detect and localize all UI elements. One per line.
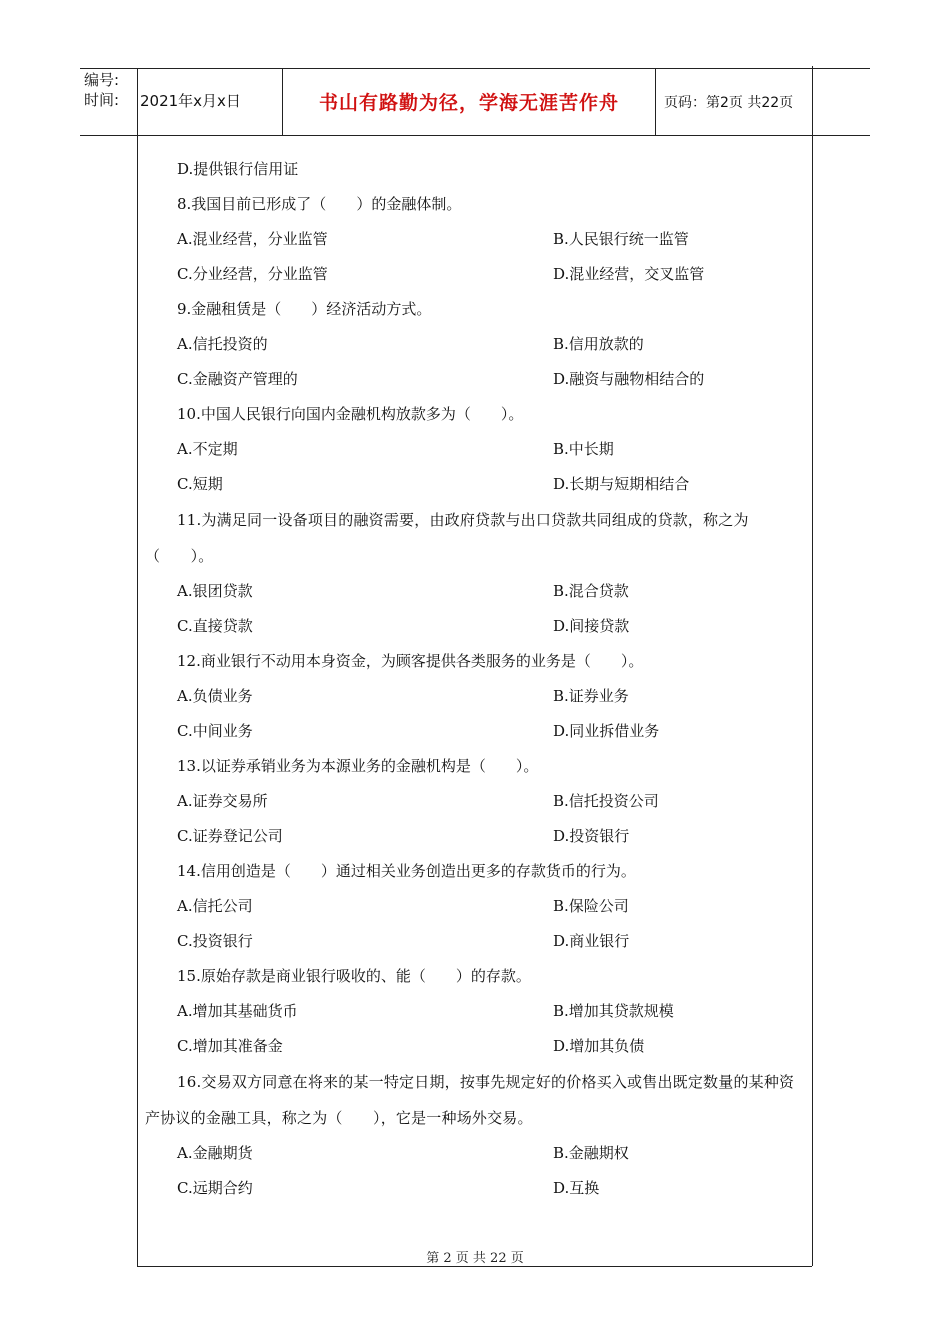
option-d: D.同业拆借业务	[553, 722, 660, 740]
header-time-label: 时间:	[84, 91, 120, 109]
header-divider	[137, 68, 138, 135]
question-14: 14.信用创造是（ ）通过相关业务创造出更多的存款货币的行为。	[177, 862, 636, 880]
page-frame-right	[812, 66, 813, 1266]
question-9: 9.金融租赁是（ ）经济活动方式。	[177, 300, 432, 318]
option-d: D.长期与短期相结合	[553, 475, 690, 493]
option-b: B.保险公司	[553, 897, 629, 915]
option-b: B.金融期权	[553, 1144, 629, 1162]
option-d: D.混业经营，交叉监管	[553, 265, 705, 283]
option-row	[145, 1029, 809, 1064]
option-c: C.投资银行	[177, 932, 253, 950]
option-d: D.融资与融物相结合的	[553, 370, 705, 388]
option-row	[145, 257, 809, 292]
option-c: C.中间业务	[177, 722, 253, 740]
page-frame-bottom	[137, 1266, 812, 1267]
option-row	[145, 467, 809, 502]
option-row	[145, 432, 809, 467]
option-d: D.投资银行	[553, 827, 630, 845]
option-c: C.金融资产管理的	[177, 370, 298, 388]
option-a: A.信托投资的	[177, 335, 268, 353]
header-divider	[282, 68, 283, 135]
option-a: A.银团贷款	[177, 582, 253, 600]
option-b: B.证券业务	[553, 687, 629, 705]
option-a: A.负债业务	[177, 687, 253, 705]
header-page-info: 页码：第2页 共22页	[664, 95, 794, 111]
header-motto: 书山有路勤为径，学海无涯苦作舟	[318, 92, 619, 114]
question-8: 8.我国目前已形成了（ ）的金融体制。	[177, 195, 462, 213]
option-c: C.分业经营，分业监管	[177, 265, 328, 283]
option-b: B.信用放款的	[553, 335, 644, 353]
option-row	[145, 784, 809, 819]
option-row	[145, 1136, 809, 1171]
option-row	[145, 609, 809, 644]
option-c: C.证券登记公司	[177, 827, 283, 845]
option-line: D.提供银行信用证	[177, 160, 299, 178]
option-b: B.人民银行统一监管	[553, 230, 689, 248]
question-12: 12.商业银行不动用本身资金，为顾客提供各类服务的业务是（ ）。	[177, 652, 644, 670]
header-number-label: 编号:	[84, 71, 120, 89]
option-d: D.互换	[553, 1179, 600, 1197]
option-a: A.增加其基础货币	[177, 1002, 298, 1020]
option-a: A.混业经营，分业监管	[177, 230, 328, 248]
option-d: D.间接贷款	[553, 617, 630, 635]
option-d: D.增加其负债	[553, 1037, 645, 1055]
option-d: D.商业银行	[553, 932, 630, 950]
question-16: 16.交易双方同意在将来的某一特定日期，按事先规定好的价格买入或售出既定数量的某种资产协议的金融工具，称之为（ ），它是一种场外交易。	[145, 1073, 795, 1127]
option-a: A.证券交易所	[177, 792, 268, 810]
question-11: 11.为满足同一设备项目的融资需要，由政府贷款与出口贷款共同组成的贷款，称之为（ ）。	[145, 511, 749, 565]
header-bottom-rule	[80, 135, 870, 136]
option-row	[145, 714, 809, 749]
option-row	[145, 924, 809, 959]
option-c: C.远期合约	[177, 1179, 253, 1197]
option-a: A.金融期货	[177, 1144, 253, 1162]
option-row	[145, 222, 809, 257]
option-row	[145, 679, 809, 714]
page-frame-left	[137, 135, 138, 1266]
option-row	[145, 327, 809, 362]
option-b: B.混合贷款	[553, 582, 629, 600]
option-a: A.信托公司	[177, 897, 253, 915]
option-row	[145, 1171, 809, 1206]
option-b: B.增加其贷款规模	[553, 1002, 674, 1020]
option-a: A.不定期	[177, 440, 238, 458]
option-row	[145, 994, 809, 1029]
option-c: C.短期	[177, 475, 223, 493]
question-10: 10.中国人民银行向国内金融机构放款多为（ ）。	[177, 405, 524, 423]
option-row	[145, 819, 809, 854]
header-top-rule	[80, 68, 870, 69]
header-date: 2021年x月x日	[140, 92, 241, 110]
option-c: C.增加其准备金	[177, 1037, 283, 1055]
question-list	[145, 152, 809, 1206]
option-row	[145, 574, 809, 609]
option-c: C.直接贷款	[177, 617, 253, 635]
header-labels	[84, 70, 140, 110]
option-b: B.信托投资公司	[553, 792, 659, 810]
header-divider	[655, 68, 656, 135]
question-13: 13.以证券承销业务为本源业务的金融机构是（ ）。	[177, 757, 539, 775]
page-footer: 第 2 页 共 22 页	[426, 1251, 524, 1266]
question-15: 15.原始存款是商业银行吸收的、能（ ）的存款。	[177, 967, 531, 985]
option-row	[145, 889, 809, 924]
option-b: B.中长期	[553, 440, 614, 458]
option-row	[145, 362, 809, 397]
